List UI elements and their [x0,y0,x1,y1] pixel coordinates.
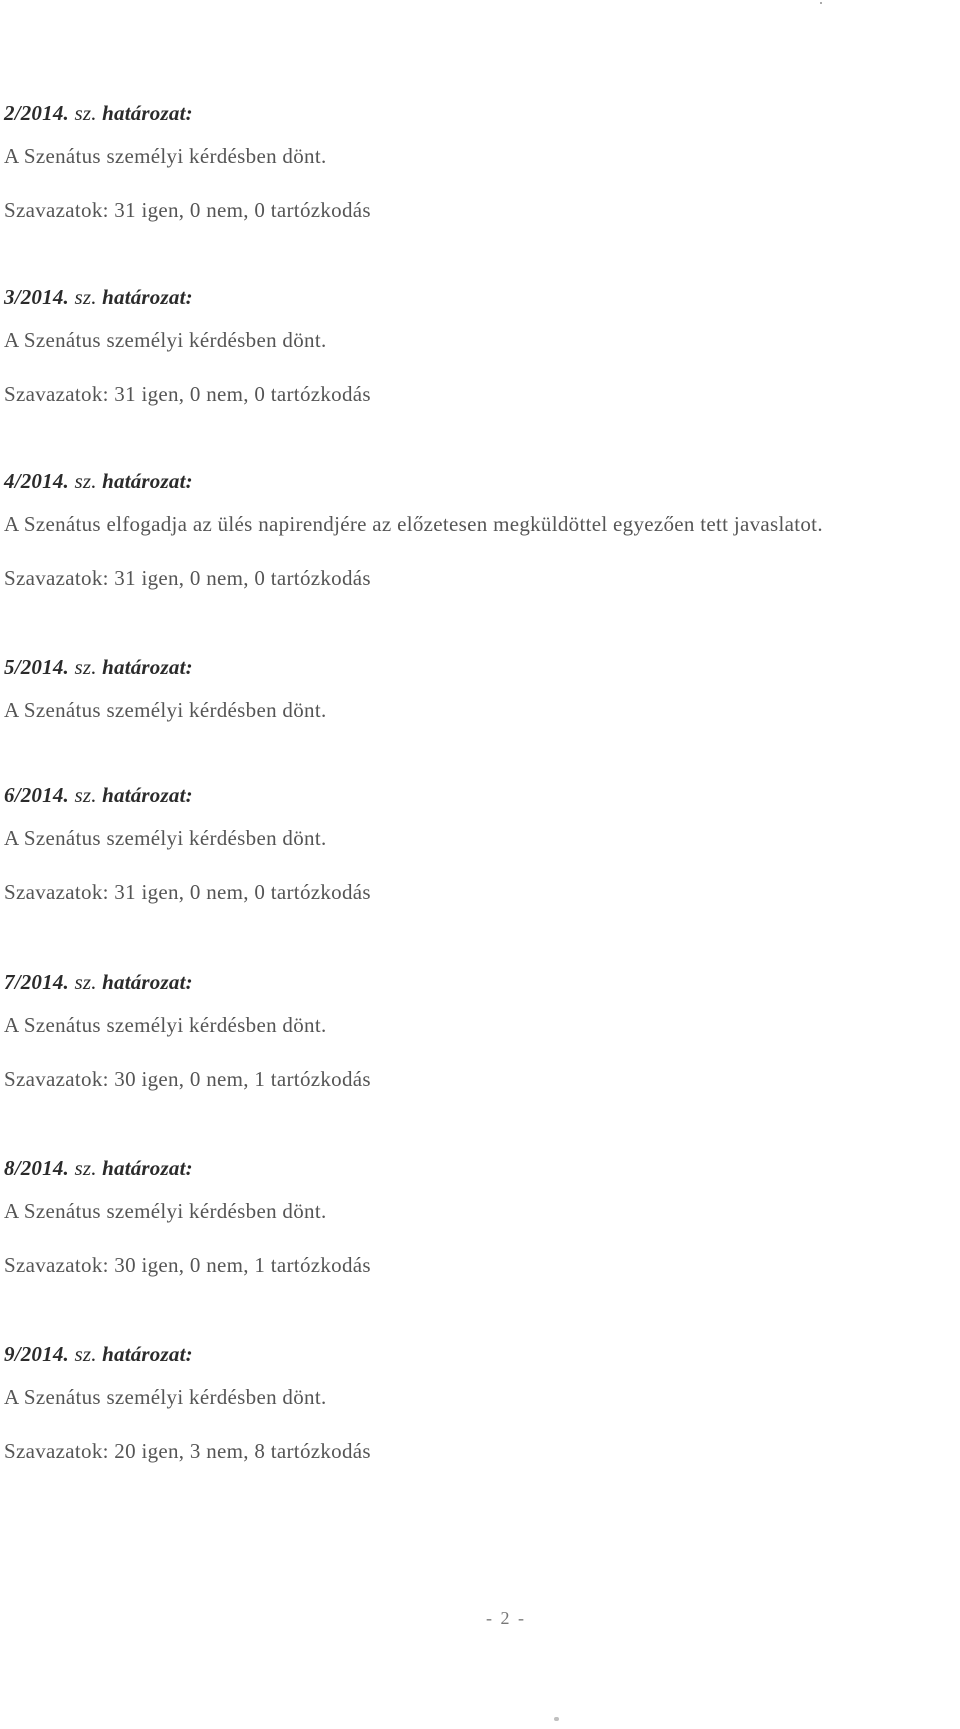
resolution-number: 6/2014. [4,783,69,807]
resolution-number: 8/2014. [4,1156,69,1180]
resolution-decision: A Szenátus személyi kérdésben dönt. [4,328,327,352]
resolution-6-2014 [4,782,944,906]
resolution-number: 4/2014. [4,469,69,493]
resolution-heading [4,468,944,494]
resolution-sz: sz. [74,1342,97,1366]
resolution-votes: Szavazatok: 30 igen, 0 nem, 1 tartózkodás [4,1253,371,1277]
resolution-sz: sz. [74,101,97,125]
resolution-label: határozat: [102,101,193,125]
resolution-sz: sz. [74,285,97,309]
resolution-heading [4,654,944,680]
resolution-label: határozat: [102,970,193,994]
resolution-number: 7/2014. [4,970,69,994]
resolution-label: határozat: [102,469,193,493]
resolution-7-2014 [4,969,944,1093]
resolution-3-2014 [4,284,944,408]
resolution-votes: Szavazatok: 31 igen, 0 nem, 0 tartózkodás [4,880,371,904]
resolution-votes: Szavazatok: 31 igen, 0 nem, 0 tartózkodás [4,198,371,222]
resolution-sz: sz. [74,655,97,679]
resolution-sz: sz. [74,783,97,807]
resolution-heading [4,100,944,126]
resolution-label: határozat: [102,1156,193,1180]
resolution-label: határozat: [102,783,193,807]
resolution-decision: A Szenátus személyi kérdésben dönt. [4,1385,327,1409]
resolution-number: 5/2014. [4,655,69,679]
resolution-number: 9/2014. [4,1342,69,1366]
resolution-decision: A Szenátus személyi kérdésben dönt. [4,698,327,722]
resolution-decision: A Szenátus személyi kérdésben dönt. [4,1013,327,1037]
resolution-heading [4,782,944,808]
resolution-9-2014 [4,1341,944,1465]
resolution-sz: sz. [74,1156,97,1180]
resolution-votes: Szavazatok: 31 igen, 0 nem, 0 tartózkodás [4,382,371,406]
resolution-label: határozat: [102,285,193,309]
resolution-decision: A Szenátus személyi kérdésben dönt. [4,1199,327,1223]
resolution-8-2014 [4,1155,944,1279]
resolution-sz: sz. [74,469,97,493]
page-number: - 2 - [486,1608,526,1628]
resolution-number: 3/2014. [4,285,69,309]
resolution-label: határozat: [102,1342,193,1366]
scan-speck [820,2,822,4]
resolution-heading [4,969,944,995]
resolution-votes: Szavazatok: 20 igen, 3 nem, 8 tartózkodás [4,1439,371,1463]
resolution-decision: A Szenátus személyi kérdésben dönt. [4,144,327,168]
resolution-sz: sz. [74,970,97,994]
resolution-heading [4,1155,944,1181]
resolution-decision: A Szenátus személyi kérdésben dönt. [4,826,327,850]
resolution-decision: A Szenátus elfogadja az ülés napirendjére az előzetesen megküldöttel egyezően tett javaslatot. [4,512,823,536]
resolution-label: határozat: [102,655,193,679]
scan-speck [554,1717,559,1721]
resolution-2-2014 [4,100,944,224]
resolution-votes: Szavazatok: 31 igen, 0 nem, 0 tartózkodás [4,566,371,590]
resolution-number: 2/2014. [4,101,69,125]
resolution-heading [4,284,944,310]
resolution-5-2014 [4,654,944,724]
resolution-heading [4,1341,944,1367]
resolution-4-2014 [4,468,944,592]
resolution-votes: Szavazatok: 30 igen, 0 nem, 1 tartózkodás [4,1067,371,1091]
